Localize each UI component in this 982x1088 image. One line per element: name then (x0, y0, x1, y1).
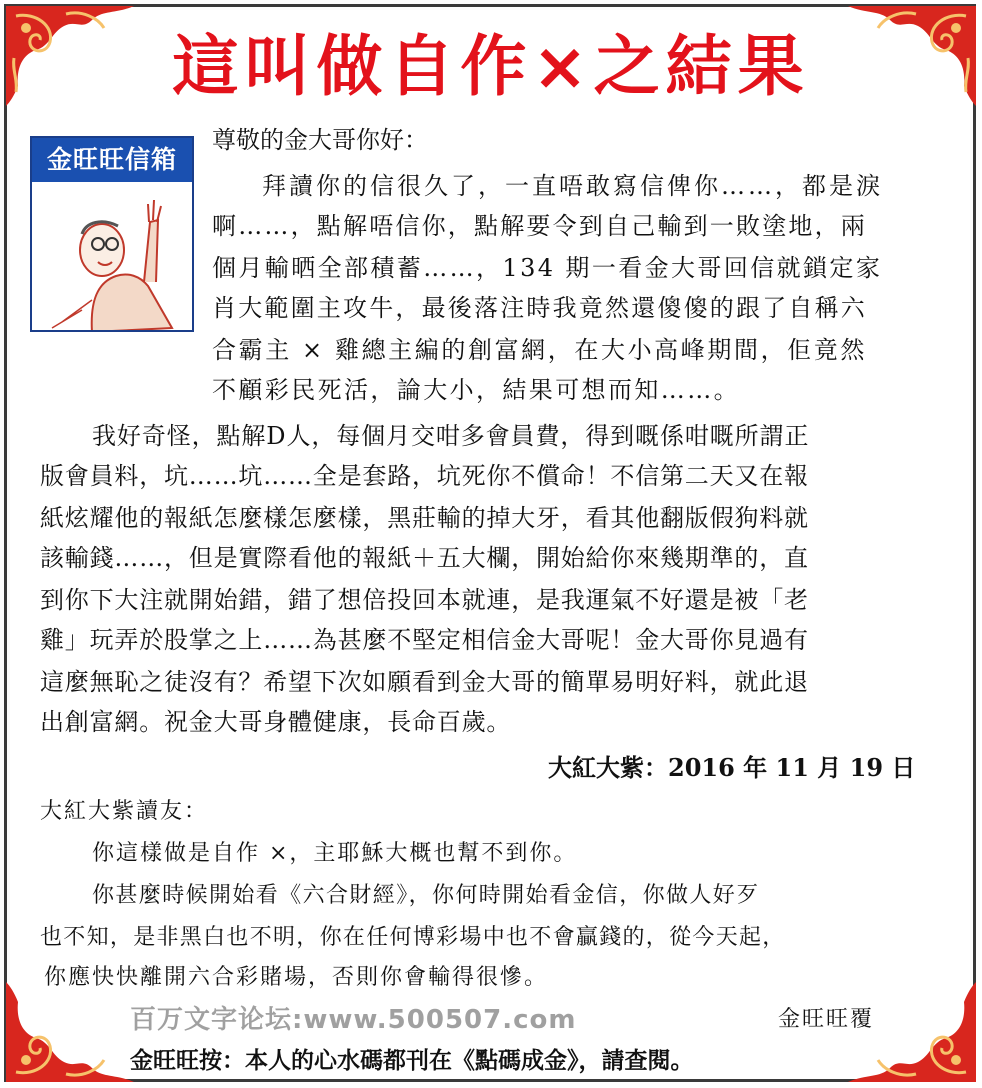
letter-line: 版會員料，坑……坑……全是套路，坑死你不償命！不信第二天又在報 (40, 462, 809, 490)
letter-signature: 大紅大紫：2016 年 11 月 19 日 (548, 753, 916, 782)
column-badge (30, 136, 194, 332)
letter-line: 拜讀你的信很久了，一直唔敢寫信俾你……，都是淚 (262, 172, 883, 200)
letter-line: 肖大範圍主攻牛，最後落注時我竟然還傻傻的跟了自稱六 (212, 294, 867, 322)
letter-line: 雞」玩弄於股掌之上……為甚麼不堅定相信金大哥呢！金大哥你見過有 (40, 626, 809, 654)
letter-greeting: 尊敬的金大哥你好： (212, 126, 428, 154)
reply-line: 也不知，是非黑白也不明，你在任何博彩場中也不會贏錢的，從今天起， (40, 925, 786, 950)
columnist-illustration-icon (32, 182, 192, 330)
letter-line: 不顧彩民死活，論大小，結果可想而知……。 (212, 376, 740, 404)
letter-line: 到你下大注就開始錯，錯了想倍投回本就連，是我運氣不好還是被「老 (40, 586, 809, 614)
letter-line: 紙炫耀他的報紙怎麼樣怎麼樣，黑莊輸的掉大牙，看其他翻版假狗料就 (40, 504, 809, 532)
letter-line: 出創富網。祝金大哥身體健康，長命百歲。 (40, 708, 512, 736)
reply-signature: 金旺旺覆 (778, 1007, 875, 1032)
reply-salutation: 大紅大紫讀友： (40, 799, 209, 824)
column-title: 金旺旺信箱 (32, 138, 192, 182)
letter-line: 啊……，點解唔信你，點解要令到自己輸到一敗塗地，兩 (212, 212, 867, 240)
letter-line: 該輸錢……，但是實際看他的報紙＋五大欄，開始給你來幾期準的，直 (40, 544, 809, 572)
reply-line: 你這樣做是自作 ×，主耶穌大概也幫不到你。 (92, 841, 578, 866)
letter-line: 個月輸晒全部積蓄……，134 期一看金大哥回信就鎖定家 (212, 254, 883, 282)
letter-line: 這麼無恥之徒沒有？希望下次如願看到金大哥的簡單易明好料，就此退 (40, 668, 809, 696)
reply-line: 你甚麼時候開始看《六合財經》，你何時開始看金信，你做人好歹 (92, 883, 760, 908)
letter-line: 我好奇怪，點解D人，每個月交咁多會員費，得到嘅係咁嘅所謂正 (92, 422, 810, 450)
watermark: 百万文字论坛:www.500507.com (130, 1005, 577, 1035)
footnote: 金旺旺按：本人的心水碼都刊在《點碼成金》，請查閱。 (130, 1048, 694, 1074)
reply-line: 你應快快離開六合彩賭場，否則你會輸得很慘。 (44, 965, 549, 990)
letter-line: 合霸主 × 雞總主編的創富網，在大小高峰期間，佢竟然 (212, 336, 867, 364)
page-title: 這叫做自作×之結果 (172, 28, 810, 105)
